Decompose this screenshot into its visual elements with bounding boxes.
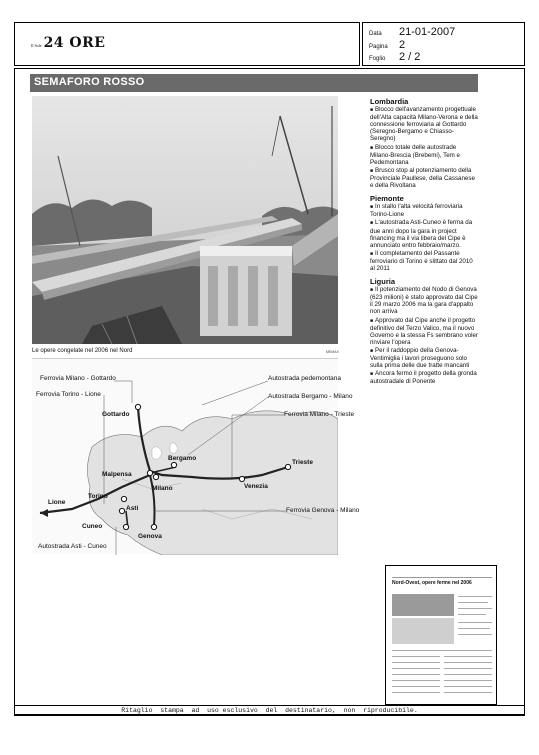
meta-page — [369, 39, 405, 51]
city-cuneo: Cuneo — [82, 523, 103, 530]
thumbnail-text-line — [444, 686, 492, 687]
bullet-icon: ■ — [370, 287, 374, 294]
bullet-icon: ■ — [370, 220, 374, 227]
photo-credit: MEMAX — [326, 350, 339, 354]
list-item: ■ Il potenziamento del Nodo di Genova (623 milioni) è stato approvato dal Cipe il 29 marzo 2006 ma la gara d'appalto non arriva — [370, 286, 478, 316]
bullet-icon: ■ — [370, 250, 374, 257]
city-lione: Lione — [48, 499, 66, 506]
meta-value: 21-01-2007 — [399, 26, 456, 38]
logo-main-text: 24 ORE — [43, 35, 106, 51]
label-autostrada-pedemontana: Autostrada pedemontana — [268, 375, 341, 382]
thumbnail-photo — [392, 594, 454, 616]
list-item: ■ Blocco totale delle autostrade Milano-Brescia (Brebemi), Tem e Pedemontana — [370, 143, 460, 166]
list-item: ■ L'autostrada Asti-Cuneo è ferma da due anni dopo la gara in project financing ma il via libera del Cipe è annunciato entro febbraio/marzo. — [370, 219, 473, 249]
thumbnail-header — [392, 572, 492, 578]
banner-title: SEMAFORO ROSSO — [34, 76, 145, 88]
thumbnail-text-line — [392, 686, 440, 687]
meta-value: 2 / 2 — [399, 51, 421, 63]
thumbnail-text-line — [392, 662, 440, 663]
thumbnail-text-line — [392, 656, 440, 657]
thumbnail-text-line — [392, 650, 492, 651]
list-item: ■ Brusco stop al potenziamento della Provinciale Paullese, della Cassanese e della Rivoltana — [370, 166, 475, 190]
list-item: ■ Ancora fermo il progetto della gronda autostradale di Ponente — [370, 370, 477, 386]
list-item: ■ Per il raddoppio della Genova-Ventimiglia i lavori proseguono solo sulla prima delle due tratte mancanti — [370, 346, 470, 370]
page-thumbnail — [385, 565, 497, 705]
thumbnail-text-line — [458, 602, 488, 603]
thumbnail-text-line — [458, 628, 490, 629]
footer-disclaimer: Ritaglio stampa ad uso esclusivo del destinatario, non riproducibile. — [14, 705, 525, 716]
label-ferrovia-milano-gottardo: Ferrovia Milano - Gottardo — [40, 375, 116, 382]
photo-illustration — [32, 96, 338, 344]
label-autostrada-bergamo-milano: Autostrada Bergamo - Milano — [268, 393, 353, 400]
article-banner — [30, 74, 478, 92]
thumbnail-text-line — [458, 614, 486, 615]
section-title-piemonte: Piemonte — [370, 194, 404, 204]
bullet-icon: ■ — [370, 317, 374, 324]
city-asti: Asti — [126, 505, 139, 512]
bullet-icon: ■ — [370, 204, 374, 211]
meta-label: Data — [369, 31, 382, 37]
region-column — [370, 98, 478, 386]
label-ferrovia-milano-trieste: Ferrovia Milano - Trieste — [284, 411, 355, 418]
newspaper-logo — [31, 35, 105, 51]
list-item: ■ In stallo l'alta velocità ferroviaria Torino-Lione — [370, 203, 463, 219]
thumbnail-title: Nord-Ovest, opere ferme nel 2006 — [392, 580, 472, 586]
city-trieste: Trieste — [292, 459, 313, 466]
thumbnail-text-line — [392, 674, 440, 675]
city-bergamo: Bergamo — [168, 455, 197, 462]
meta-sheet — [369, 51, 420, 63]
thumbnail-text-line — [444, 680, 492, 681]
thumbnail-text-line — [458, 608, 492, 609]
thumbnail-text-line — [392, 692, 440, 693]
thumbnail-text-line — [444, 656, 492, 657]
list-item: ■ Approvato dal Cipe anche il progetto definitivo del Terzo Valico, ma il nuovo Governo e la stessa Fs sembrano voler rinviare l'opera — [370, 316, 478, 346]
header-meta-box — [362, 22, 525, 66]
bullet-icon: ■ — [370, 371, 374, 378]
bullet-icon: ■ — [370, 167, 374, 174]
section-title-liguria: Liguria — [370, 277, 396, 287]
list-item: ■ Blocco dell'avanzamento progettuale dell'Alta capacità Milano-Verona e della connessione ferroviaria al Gottardo (Seregno-Bergamo e Chiasso-Seregno) — [370, 106, 478, 143]
bullet-icon: ■ — [370, 107, 374, 114]
city-malpensa: Malpensa — [102, 471, 132, 478]
city-milano: Milano — [152, 485, 173, 492]
thumbnail-text-line — [444, 662, 492, 663]
thumbnail-text-line — [444, 668, 492, 669]
photo-caption: Le opere congelate nel 2006 nel Nord — [32, 348, 133, 354]
thumbnail-text-line — [458, 596, 492, 597]
thumbnail-text-line — [444, 692, 492, 693]
logo-small-text: Il Sole — [31, 43, 42, 48]
list-item: ■ Il completamento del Passante ferroviario di Torino è slittato dal 2010 al 2011 — [370, 249, 473, 272]
city-genova: Genova — [138, 533, 162, 540]
meta-value: 2 — [399, 39, 406, 51]
thumbnail-text-line — [458, 622, 492, 623]
label-autostrada-asti-cuneo: Autostrada Asti - Cuneo — [38, 543, 107, 550]
meta-date — [369, 26, 455, 38]
meta-label: Pagina — [369, 44, 388, 50]
label-ferrovia-genova-milano: Ferrovia Genova - Milano — [286, 507, 360, 514]
thumbnail-text-line — [392, 680, 440, 681]
thumbnail-text-line — [392, 668, 440, 669]
header-logo-box — [14, 22, 360, 66]
bullet-icon: ■ — [370, 144, 374, 151]
infrastructure-map — [32, 358, 360, 554]
thumbnail-text-line — [444, 674, 492, 675]
city-venezia: Venezia — [244, 483, 268, 490]
thumbnail-map — [392, 618, 454, 644]
meta-label: Foglio — [369, 56, 386, 62]
city-gottardo: Gottardo — [102, 411, 130, 418]
construction-photo — [32, 96, 338, 344]
city-torino: Torino — [88, 493, 108, 500]
bullet-icon: ■ — [370, 347, 374, 354]
thumbnail-text-line — [458, 634, 492, 635]
section-title-lombardia: Lombardia — [370, 97, 409, 106]
label-ferrovia-torino-lione: Ferrovia Torino - Lione — [36, 391, 101, 398]
